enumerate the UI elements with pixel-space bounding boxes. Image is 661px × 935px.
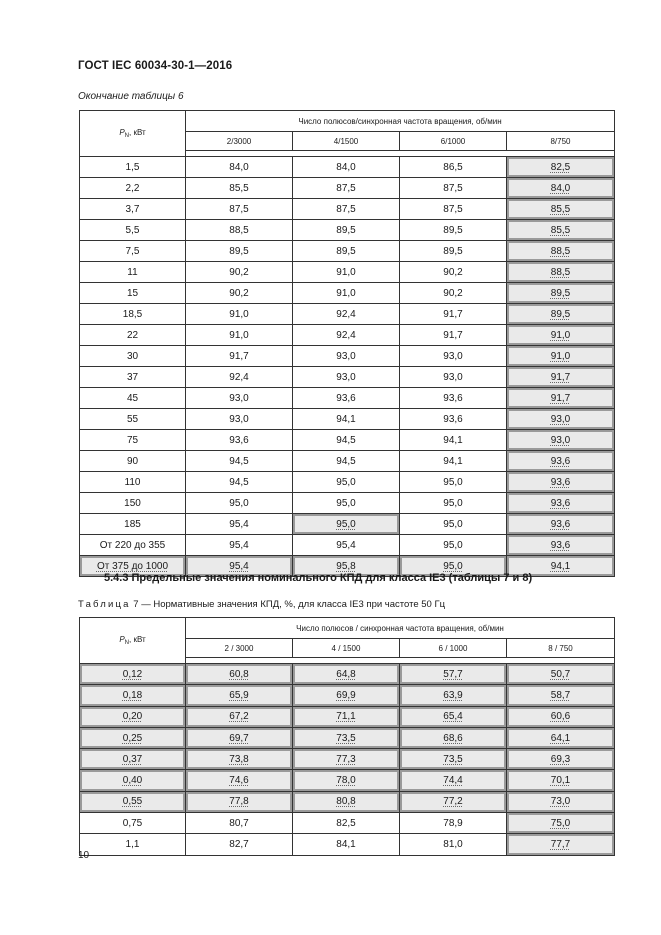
efficiency-cell: 91,7 [507, 388, 615, 409]
efficiency-cell: 80,7 [186, 813, 293, 834]
efficiency-cell: 82,5 [293, 813, 400, 834]
power-cell: 1,1 [80, 834, 186, 855]
efficiency-cell: 91,0 [507, 346, 615, 367]
efficiency-cell: 60,8 [186, 664, 293, 685]
power-cell: 7,5 [80, 241, 186, 262]
table-row [80, 664, 615, 685]
table-row [80, 514, 615, 535]
table-row [80, 241, 615, 262]
power-cell: 5,5 [80, 220, 186, 241]
table-row [80, 493, 615, 514]
table-row [80, 388, 615, 409]
efficiency-cell: 94,5 [186, 451, 293, 472]
efficiency-cell: 94,5 [186, 472, 293, 493]
efficiency-cell: 89,5 [507, 283, 615, 304]
efficiency-cell: 73,5 [400, 749, 507, 770]
efficiency-cell: 91,7 [186, 346, 293, 367]
power-cell: 110 [80, 472, 186, 493]
efficiency-cell: 75,0 [507, 813, 615, 834]
efficiency-cell: 87,5 [293, 199, 400, 220]
efficiency-cell: 93,6 [293, 388, 400, 409]
efficiency-cell: 95,0 [186, 493, 293, 514]
power-cell: 0,55 [80, 791, 186, 812]
efficiency-cell: 87,5 [400, 199, 507, 220]
efficiency-cell: 78,9 [400, 813, 507, 834]
power-cell: 90 [80, 451, 186, 472]
power-cell: 0,25 [80, 727, 186, 748]
column-header: 2/3000 [186, 132, 293, 151]
efficiency-cell: 93,6 [400, 388, 507, 409]
efficiency-cell: 77,2 [400, 791, 507, 812]
efficiency-cell: 93,0 [507, 430, 615, 451]
efficiency-cell: 69,7 [186, 727, 293, 748]
column-header: 6 / 1000 [400, 639, 507, 658]
table-row [80, 535, 615, 556]
column-header: 8 / 750 [507, 639, 615, 658]
efficiency-cell: 89,5 [400, 241, 507, 262]
efficiency-cell: 73,0 [507, 791, 615, 812]
table-row [80, 346, 615, 367]
efficiency-cell: 64,8 [293, 664, 400, 685]
efficiency-cell: 77,8 [186, 791, 293, 812]
table-row [80, 283, 615, 304]
table-row [80, 325, 615, 346]
power-cell: 2,2 [80, 178, 186, 199]
efficiency-cell: 91,7 [507, 367, 615, 388]
power-cell: 0,12 [80, 664, 186, 685]
efficiency-cell: 93,0 [186, 388, 293, 409]
efficiency-cell: 85,5 [186, 178, 293, 199]
efficiency-cell: 78,0 [293, 770, 400, 791]
power-cell: 0,40 [80, 770, 186, 791]
power-cell: От 220 до 355 [80, 535, 186, 556]
efficiency-cell: 81,0 [400, 834, 507, 855]
efficiency-cell: 73,5 [293, 727, 400, 748]
table-row [80, 472, 615, 493]
efficiency-cell: 63,9 [400, 685, 507, 706]
efficiency-cell: 60,6 [507, 706, 615, 727]
power-cell: 0,18 [80, 685, 186, 706]
efficiency-cell: 95,0 [293, 514, 400, 535]
efficiency-cell: 91,0 [186, 325, 293, 346]
table-row [80, 791, 615, 812]
efficiency-cell: 84,0 [507, 178, 615, 199]
efficiency-cell: 67,2 [186, 706, 293, 727]
efficiency-cell: 88,5 [186, 220, 293, 241]
efficiency-cell: 91,7 [400, 325, 507, 346]
efficiency-cell: 68,6 [400, 727, 507, 748]
efficiency-cell: 90,2 [400, 262, 507, 283]
column-header: 4 / 1500 [293, 639, 400, 658]
efficiency-cell: 94,1 [293, 409, 400, 430]
efficiency-cell: 88,5 [507, 262, 615, 283]
efficiency-cell: 95,0 [400, 493, 507, 514]
efficiency-cell: 91,7 [400, 304, 507, 325]
power-cell: От 375 до 1000 [80, 556, 186, 577]
efficiency-cell: 94,1 [507, 556, 615, 577]
efficiency-cell: 95,0 [293, 493, 400, 514]
efficiency-cell: 71,1 [293, 706, 400, 727]
column-header: 8/750 [507, 132, 615, 151]
efficiency-cell: 91,0 [293, 283, 400, 304]
efficiency-cell: 90,2 [400, 283, 507, 304]
efficiency-cell: 95,0 [400, 535, 507, 556]
table-row [80, 770, 615, 791]
power-cell: 22 [80, 325, 186, 346]
efficiency-cell: 91,0 [186, 304, 293, 325]
efficiency-cell: 95,8 [293, 556, 400, 577]
efficiency-cell: 82,7 [186, 834, 293, 855]
table-row [80, 304, 615, 325]
table-row [80, 409, 615, 430]
table-row [80, 451, 615, 472]
table-row [80, 262, 615, 283]
efficiency-cell: 85,5 [507, 199, 615, 220]
table-row [80, 367, 615, 388]
efficiency-cell: 93,0 [293, 346, 400, 367]
efficiency-cell: 89,5 [507, 304, 615, 325]
efficiency-cell: 95,0 [400, 514, 507, 535]
power-cell: 0,20 [80, 706, 186, 727]
efficiency-cell: 89,5 [293, 220, 400, 241]
efficiency-cell: 94,5 [293, 451, 400, 472]
efficiency-cell: 93,6 [507, 493, 615, 514]
power-column-header: $P_N$, кВт [80, 111, 186, 157]
table-row [80, 727, 615, 748]
power-cell: 30 [80, 346, 186, 367]
table-row [80, 813, 615, 834]
table-row [80, 199, 615, 220]
poles-speed-group-header: Число полюсов / синхронная частота вращения, об/мин [186, 618, 615, 639]
power-cell: 15 [80, 283, 186, 304]
efficiency-table-7 [79, 617, 615, 856]
column-header: 2 / 3000 [186, 639, 293, 658]
efficiency-cell: 93,0 [293, 367, 400, 388]
efficiency-cell: 93,0 [507, 409, 615, 430]
efficiency-cell: 88,5 [507, 241, 615, 262]
efficiency-cell: 73,8 [186, 749, 293, 770]
efficiency-cell: 93,6 [507, 472, 615, 493]
power-cell: 18,5 [80, 304, 186, 325]
efficiency-cell: 58,7 [507, 685, 615, 706]
efficiency-cell: 86,5 [400, 157, 507, 178]
efficiency-cell: 77,7 [507, 834, 615, 855]
power-column-header: $P_N$, кВт [80, 618, 186, 664]
table-row [80, 685, 615, 706]
efficiency-cell: 93,0 [400, 346, 507, 367]
power-cell: 0,75 [80, 813, 186, 834]
table-row [80, 178, 615, 199]
efficiency-cell: 90,2 [186, 262, 293, 283]
efficiency-cell: 92,4 [293, 325, 400, 346]
efficiency-cell: 93,6 [186, 430, 293, 451]
efficiency-cell: 82,5 [507, 157, 615, 178]
efficiency-cell: 87,5 [186, 199, 293, 220]
document-id: ГОСТ IEC 60034-30-1—2016 [78, 60, 233, 72]
efficiency-cell: 85,5 [507, 220, 615, 241]
power-cell: 11 [80, 262, 186, 283]
efficiency-cell: 70,1 [507, 770, 615, 791]
table-row [80, 834, 615, 855]
efficiency-cell: 84,0 [186, 157, 293, 178]
efficiency-cell: 95,0 [293, 472, 400, 493]
efficiency-cell: 65,9 [186, 685, 293, 706]
efficiency-cell: 93,6 [507, 514, 615, 535]
efficiency-cell: 80,8 [293, 791, 400, 812]
efficiency-cell: 69,9 [293, 685, 400, 706]
efficiency-cell: 92,4 [186, 367, 293, 388]
power-cell: 0,37 [80, 749, 186, 770]
power-cell: 150 [80, 493, 186, 514]
power-cell: 3,7 [80, 199, 186, 220]
power-cell: 185 [80, 514, 186, 535]
table-row [80, 220, 615, 241]
efficiency-cell: 89,5 [400, 220, 507, 241]
power-cell: 75 [80, 430, 186, 451]
table-row [80, 706, 615, 727]
power-cell: 55 [80, 409, 186, 430]
efficiency-cell: 95,4 [186, 535, 293, 556]
efficiency-cell: 74,4 [400, 770, 507, 791]
efficiency-cell: 94,1 [400, 430, 507, 451]
table-6-caption: Окончание таблицы 6 [78, 91, 184, 102]
efficiency-cell: 95,0 [400, 472, 507, 493]
efficiency-cell: 91,0 [507, 325, 615, 346]
efficiency-cell: 94,5 [293, 430, 400, 451]
efficiency-cell: 95,0 [400, 556, 507, 577]
efficiency-table-6 [79, 110, 615, 577]
efficiency-cell: 87,5 [293, 178, 400, 199]
efficiency-cell: 69,3 [507, 749, 615, 770]
efficiency-cell: 64,1 [507, 727, 615, 748]
table-row [80, 749, 615, 770]
table-row [80, 157, 615, 178]
section-heading: 5.4.3 Предельные значения номинального КПД для класса IE3 (таблицы 7 и 8) [104, 572, 533, 584]
efficiency-cell: 65,4 [400, 706, 507, 727]
efficiency-cell: 93,0 [186, 409, 293, 430]
efficiency-cell: 95,4 [293, 535, 400, 556]
efficiency-cell: 93,6 [507, 535, 615, 556]
efficiency-cell: 94,1 [400, 451, 507, 472]
efficiency-cell: 93,6 [507, 451, 615, 472]
efficiency-cell: 92,4 [293, 304, 400, 325]
table-row [80, 430, 615, 451]
efficiency-cell: 84,0 [293, 157, 400, 178]
efficiency-cell: 90,2 [186, 283, 293, 304]
efficiency-cell: 50,7 [507, 664, 615, 685]
efficiency-cell: 93,0 [400, 367, 507, 388]
efficiency-cell: 77,3 [293, 749, 400, 770]
efficiency-cell: 91,0 [293, 262, 400, 283]
efficiency-cell: 84,1 [293, 834, 400, 855]
column-header: 4/1500 [293, 132, 400, 151]
efficiency-cell: 89,5 [293, 241, 400, 262]
power-cell: 37 [80, 367, 186, 388]
table-7-caption: Таблица 7 — Нормативные значения КПД, %, для класса IE3 при частоте 50 Гц [78, 599, 446, 610]
poles-speed-group-header: Число полюсов/синхронная частота вращения, об/мин [186, 111, 615, 132]
column-header: 6/1000 [400, 132, 507, 151]
efficiency-cell: 74,6 [186, 770, 293, 791]
page-number: 10 [78, 850, 90, 861]
efficiency-cell: 89,5 [186, 241, 293, 262]
efficiency-cell: 95,4 [186, 514, 293, 535]
efficiency-cell: 93,6 [400, 409, 507, 430]
power-cell: 1,5 [80, 157, 186, 178]
efficiency-cell: 57,7 [400, 664, 507, 685]
efficiency-cell: 95,4 [186, 556, 293, 577]
power-cell: 45 [80, 388, 186, 409]
efficiency-cell: 87,5 [400, 178, 507, 199]
